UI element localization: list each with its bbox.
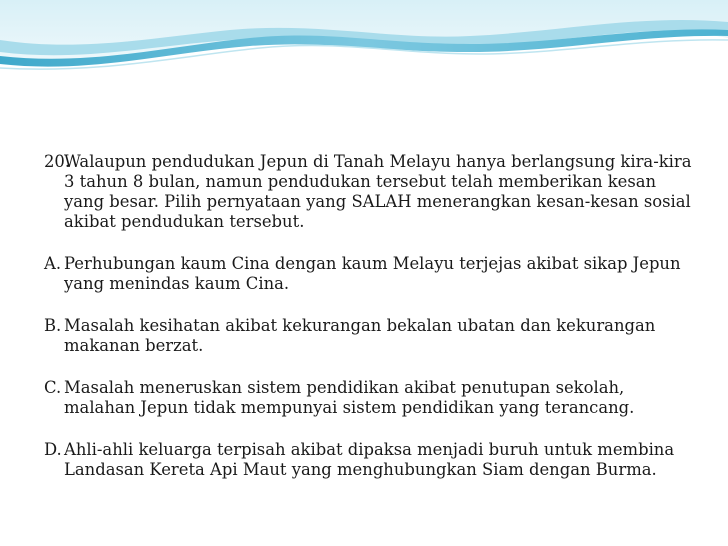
decorative-wave-banner (0, 0, 728, 75)
option-a-label: A. (44, 254, 62, 273)
option-d (44, 440, 694, 480)
question-text: Walaupun pendudukan Jepun di Tanah Melayu hanya berlangsung kira-kira 3 tahun 8 bulan, namun pendudukan tersebut telah memberikan kesan yang besar. Pilih pernyataan yang SALAH menerangkan kesan-kesan sosial akibat pendudukan tersebut. (64, 152, 692, 231)
option-d-text: Ahli-ahli keluarga terpisah akibat dipaksa menjadi buruh untuk membina Landasan Kereta Api Maut yang menghubungkan Siam dengan Burma. (64, 440, 675, 479)
question (44, 152, 694, 232)
option-b-label: B. (44, 316, 62, 335)
option-c-label: C. (44, 378, 62, 397)
option-b-text: Masalah kesihatan akibat kekurangan bekalan ubatan dan kekurangan makanan berzat. (64, 316, 656, 355)
option-c (44, 378, 694, 418)
option-b (44, 316, 694, 356)
option-a-text: Perhubungan kaum Cina dengan kaum Melayu terjejas akibat sikap Jepun yang menindas kaum Cina. (64, 254, 681, 293)
option-a (44, 254, 694, 294)
option-d-label: D. (44, 440, 62, 459)
question-content (44, 152, 694, 502)
question-number: 20. (44, 152, 71, 171)
option-c-text: Masalah meneruskan sistem pendidikan akibat penutupan sekolah, malahan Jepun tidak mempunyai sistem pendidikan yang terancang. (64, 378, 635, 417)
